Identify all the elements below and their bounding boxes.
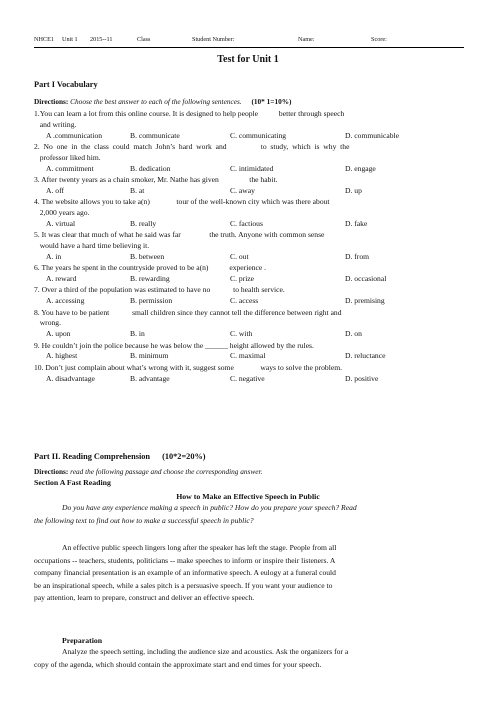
question-text: wrong. — [34, 318, 61, 328]
question-text: 8. You have to be patient small children since they cannot tell the difference between right and — [34, 307, 342, 317]
answer-option[interactable]: D. from — [345, 251, 370, 261]
answer-option[interactable]: C. out — [230, 251, 249, 261]
paragraph-line: be an inspirational speech, while a sales pitch is a persuasive speech. If you want your audience to — [34, 580, 333, 590]
answer-option[interactable]: D. occasional — [345, 274, 387, 283]
header-school: NHCE1 — [34, 36, 54, 43]
answer-option[interactable]: C. away — [230, 185, 255, 195]
answer-option[interactable]: D. communicable — [345, 130, 399, 140]
passage-paragraph — [34, 542, 464, 605]
answer-option[interactable]: A. in — [46, 251, 62, 261]
answer-option[interactable]: A. accessing — [46, 296, 85, 306]
question-text: professor liked him. — [34, 152, 101, 162]
answer-option[interactable]: B. minimum — [130, 351, 169, 361]
answer-option[interactable]: A. commitment — [46, 163, 94, 173]
answer-option[interactable]: C. intimidated — [230, 163, 274, 173]
question-text: 3. After twenty years as a chain smoker, Mr. Nathe has given the habit. — [34, 175, 278, 184]
question-text: would have a hard time believing it. — [34, 241, 150, 250]
answer-option[interactable]: A. upon — [46, 329, 71, 339]
answer-option[interactable]: D. up — [345, 185, 362, 195]
part1-directions — [34, 97, 291, 106]
answer-option[interactable]: B. between — [130, 251, 165, 261]
question-text: and writing. — [34, 119, 77, 129]
paragraph-line: occupations -- teachers, students, politicians -- make speeches to inform or inspire their listeners. A — [34, 555, 336, 565]
part2-points: (10*2=20%) — [162, 452, 206, 461]
answer-option[interactable]: A. disadvantage — [46, 373, 95, 383]
page-title: Test for Unit 1 — [217, 54, 279, 65]
answer-option[interactable]: C. communicating — [230, 130, 287, 140]
section-a-heading: Section A Fast Reading — [34, 478, 111, 487]
preparation-heading: Preparation — [62, 636, 103, 645]
answer-option[interactable]: C. prize — [230, 274, 255, 283]
header-term: 2015--11 — [90, 36, 113, 43]
part1-directions-label: Directions: — [34, 97, 69, 106]
answer-option[interactable]: A. highest — [46, 351, 78, 361]
part1-heading: Part I Vocabulary — [34, 80, 98, 89]
header-score-label: Score: — [371, 36, 387, 43]
question-text: 2. No one in the class could match John’s hard work and to study, which is why the — [34, 142, 350, 151]
question-text: 7. Over a third of the population was estimated to have no to health service. — [34, 285, 285, 295]
question-text: 5. It was clear that much of what he said was far the truth. Anyone with common sense — [34, 230, 325, 240]
part2-heading-text: Part II. Reading Comprehension — [34, 452, 151, 461]
answer-option[interactable]: B. in — [130, 329, 145, 339]
paragraph-line: An effective public speech lingers long after the speaker has left the stage. People from all — [62, 543, 337, 552]
answer-option[interactable]: C. with — [230, 329, 253, 339]
answer-option[interactable]: B. really — [130, 218, 157, 228]
header-student-number-label: Student Number: — [192, 36, 235, 43]
part2-directions — [34, 467, 262, 476]
question-text: 4. The website allows you to take a(n) tour of the well-known city which was there about — [34, 197, 330, 207]
question-text: 6. The years he spent in the countryside proved to be a(n) experience . — [34, 263, 267, 273]
answer-option[interactable]: D. on — [345, 329, 362, 339]
question-text: 9. He couldn’t join the police because he was below the ______ height allowed by the rules. — [34, 340, 314, 350]
preparation-line: copy of the agenda, which should contain the approximate start and end times for your speech. — [34, 659, 322, 669]
answer-option[interactable]: B. rewarding — [130, 274, 170, 283]
answer-option[interactable]: D. premising — [345, 296, 385, 306]
intro-line: Do you have any experience making a speech in public? How do you prepare your speech? Read — [62, 503, 357, 512]
question-text: 2,000 years ago. — [34, 208, 90, 217]
question-text: 10. Don’t just complain about what’s wrong with it, suggest some ways to solve the problem. — [34, 362, 343, 372]
header-unit: Unit 1 — [62, 36, 78, 43]
answer-option[interactable]: B. dedication — [130, 163, 171, 173]
paragraph-line: pay attention, learn to prepare, construct and deliver an effective speech. — [34, 593, 255, 603]
answer-option[interactable]: D. reluctance — [345, 351, 386, 361]
paragraph-line: company financial presentation is an example of an informative speech. A eulogy at a funeral could — [34, 568, 336, 578]
answer-option[interactable]: D. engage — [345, 163, 376, 173]
part1-points: (10* 1=10%) — [251, 97, 292, 106]
part1-directions-text: Choose the best answer to each of the following sentences. — [70, 97, 242, 106]
page-header — [34, 36, 464, 48]
part2-directions-text: read the following passage and choose the corresponding answer. — [70, 467, 263, 476]
preparation-paragraph — [34, 646, 464, 671]
answer-option[interactable]: C. maximal — [230, 351, 266, 361]
preparation-line: Analyze the speech setting, including the audience size and acoustics. Ask the organizers for a — [62, 647, 349, 656]
answer-option[interactable]: B. at — [130, 185, 145, 195]
header-class-label: Class — [137, 36, 151, 43]
answer-option[interactable]: C. factious — [230, 218, 263, 228]
passage-title: How to Make an Effective Speech in Public — [176, 492, 320, 501]
answer-option[interactable]: B. permission — [130, 296, 173, 306]
header-name-label: Name: — [298, 36, 315, 43]
question-text: 1.You can learn a lot from this online course. It is designed to help people better through speech — [34, 109, 345, 118]
answer-option[interactable]: A .communication — [46, 130, 103, 140]
intro-line: the following text to find out how to make a successful speech in public? — [34, 515, 254, 525]
answer-option[interactable]: A. off — [46, 185, 64, 195]
answer-option[interactable]: C. access — [230, 296, 259, 306]
answer-option[interactable]: B. communicate — [130, 130, 180, 140]
part2-directions-label: Directions: — [34, 467, 69, 476]
answer-option[interactable]: D. fake — [345, 218, 368, 228]
answer-option[interactable]: A. virtual — [46, 218, 76, 228]
part2-heading — [34, 452, 206, 461]
answer-option[interactable]: C. negative — [230, 373, 265, 383]
answer-option[interactable]: D. positive — [345, 373, 379, 383]
answer-option[interactable]: A. reward — [46, 274, 77, 283]
passage-intro — [34, 502, 464, 527]
answer-option[interactable]: B. advantage — [130, 373, 170, 383]
